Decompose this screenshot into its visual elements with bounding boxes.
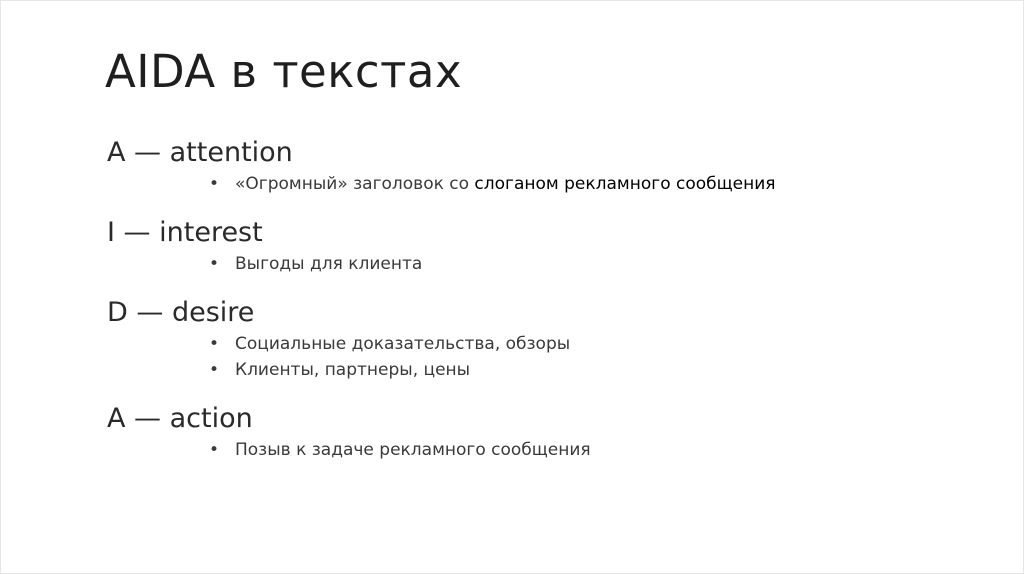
bullet-text: Позыв к задаче рекламного сообщения bbox=[235, 440, 591, 460]
bullet-list bbox=[107, 331, 967, 383]
bullet-list bbox=[107, 437, 967, 463]
bullet-text: «Огромный» заголовок со bbox=[235, 174, 475, 194]
list-item bbox=[209, 331, 967, 357]
bullet-text: Выгоды для клиента bbox=[235, 254, 423, 274]
section-desire bbox=[107, 295, 967, 383]
list-item bbox=[209, 251, 967, 277]
bullet-icon: • bbox=[209, 440, 220, 460]
list-item bbox=[209, 357, 967, 383]
section-heading: I — interest bbox=[107, 217, 263, 248]
bullet-icon: • bbox=[209, 254, 220, 274]
section-heading: A — attention bbox=[107, 137, 293, 168]
section-heading: A — action bbox=[107, 403, 253, 434]
slide-title: AIDA в текстах bbox=[105, 45, 463, 98]
list-item bbox=[209, 171, 967, 197]
bullet-text: Клиенты, партнеры, цены bbox=[235, 360, 471, 380]
bullet-icon: • bbox=[209, 360, 220, 380]
bullet-text: Социальные доказательства, обзоры bbox=[235, 334, 571, 354]
list-item bbox=[209, 437, 967, 463]
bullet-list bbox=[107, 171, 967, 197]
bullet-list bbox=[107, 251, 967, 277]
slide-content bbox=[107, 135, 967, 481]
bullet-icon: • bbox=[209, 174, 220, 194]
section-attention bbox=[107, 135, 967, 197]
section-heading: D — desire bbox=[107, 297, 255, 328]
section-action bbox=[107, 401, 967, 463]
bullet-emphasis-text: слоганом рекламного сообщения bbox=[474, 174, 776, 194]
bullet-icon: • bbox=[209, 334, 220, 354]
section-interest bbox=[107, 215, 967, 277]
